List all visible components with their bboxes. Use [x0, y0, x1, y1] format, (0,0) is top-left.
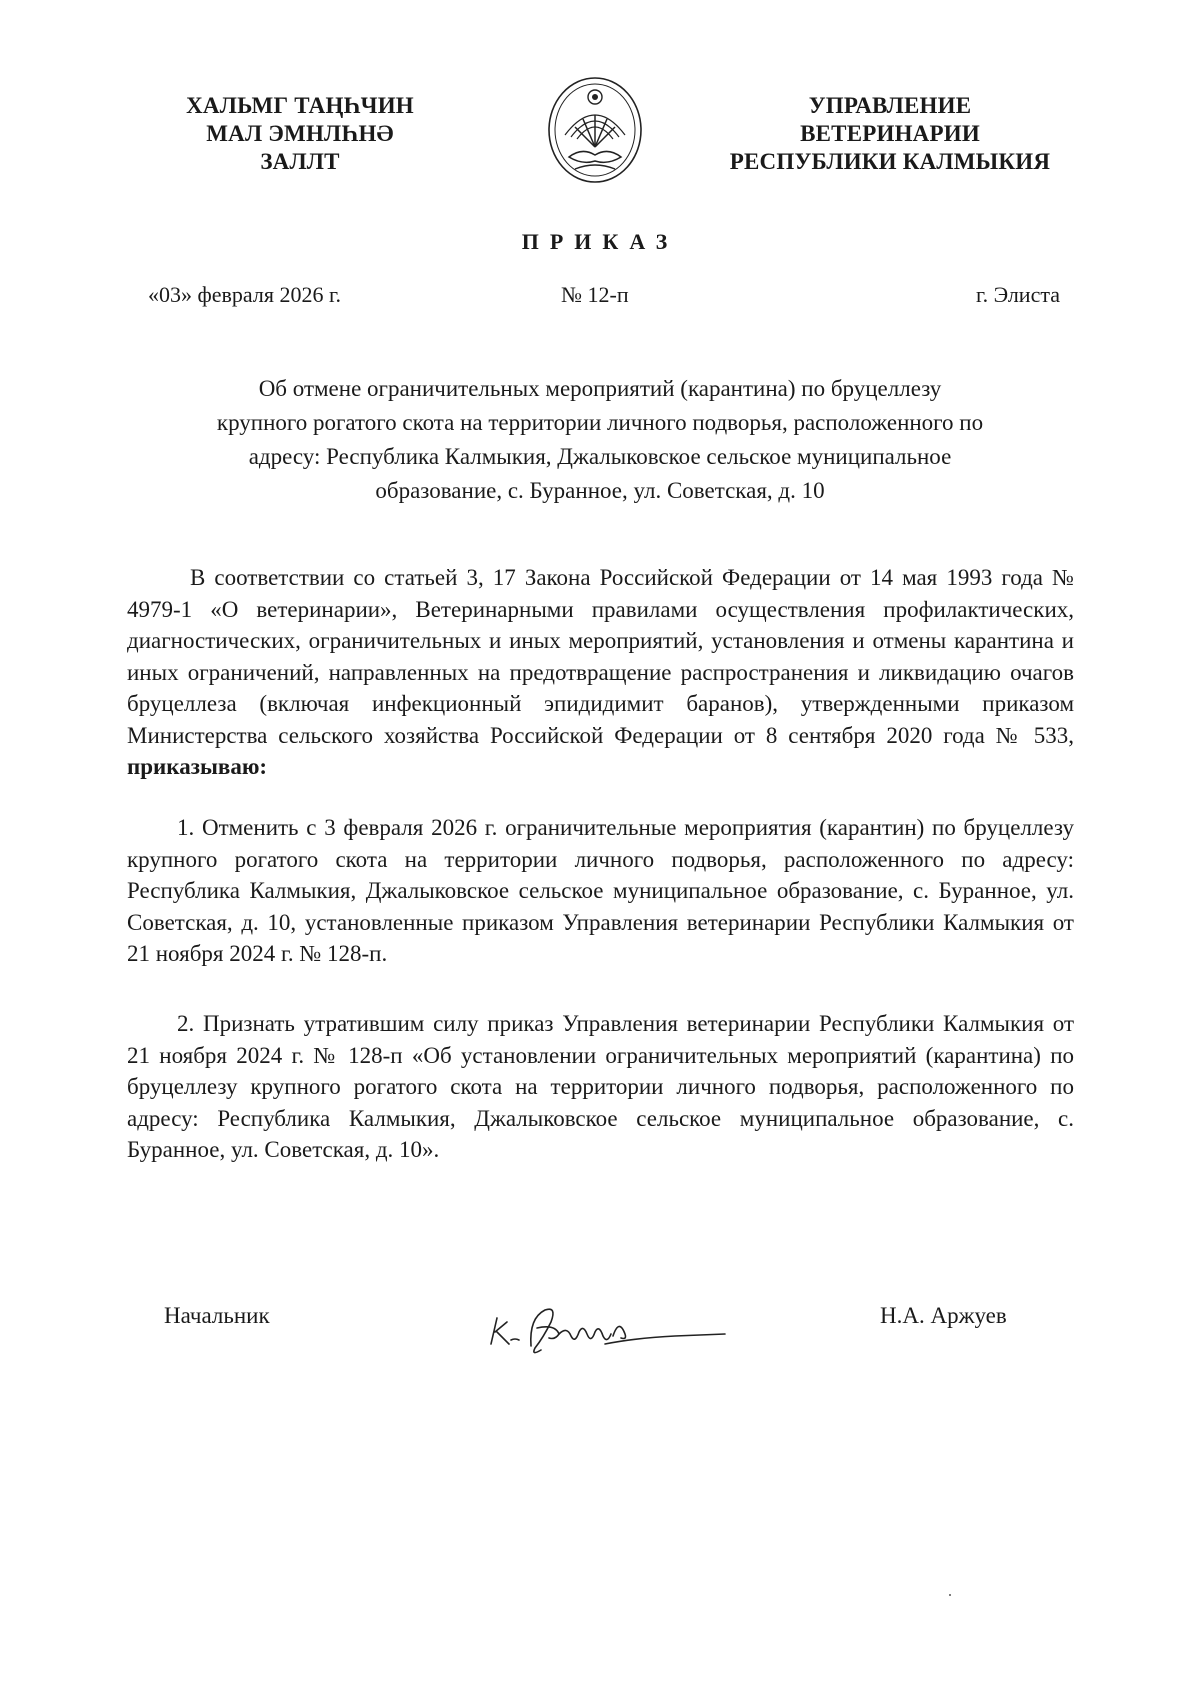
coat-of-arms-icon [545, 75, 645, 185]
subject-line: крупного рогатого скота на территории личного подворья, расположенного по [216, 410, 984, 435]
subject-line: образование, с. Буранное, ул. Советская, д. 10 [375, 478, 825, 503]
order-date: «03» февраля 2026 г. [148, 282, 342, 307]
header-left-org [160, 92, 440, 176]
directive-word: приказываю: [127, 754, 268, 779]
basis-paragraph [127, 562, 1074, 783]
subject-line: адресу: Республика Калмыкия, Джалыковское сельское муниципальное [248, 444, 952, 469]
order-item-1: 1. Отменить с 3 февраля 2026 г. ограничительные мероприятия (карантин) по бруцеллезу крупного рогатого скота на территории личного подворья, расположенного по адресу: Республика Калмыкия, Джалыковское сельское муниципальное образование, с. Буранное, ул. Советская, д. 10, установленные приказом Управления ветеринарии Республики Калмыкия от 21 ноября 2024 г. № 128-п. [127, 815, 1074, 966]
scan-dot [948, 1584, 952, 1588]
order-subject [130, 372, 1070, 508]
order-item-2: 2. Признать утратившим силу приказ Управления ветеринарии Республики Калмыкия от 21 ноября 2024 г. № 128-п «Об установлении ограничительных мероприятий (карантина) по бруцеллезу крупного рогатого скота на территории личного подворья, расположенного по адресу: Республика Калмыкия, Джалыковское сельское муниципальное образование, с. Буранное, ул. Советская, д. 10». [127, 1011, 1074, 1162]
signer-name: Н.А. Аржуев [880, 1303, 1007, 1328]
header-left-line: ЗАЛЛТ [260, 149, 340, 174]
header-right-line: РЕСПУБЛИКИ КАЛМЫКИЯ [729, 149, 1051, 174]
document-title: ПРИКАЗ [521, 229, 679, 254]
header-left-line: ХАЛЬМГ ТАҢҺЧИН [186, 93, 414, 118]
basis-text: В соответствии со статьей 3, 17 Закона Российской Федерации от 14 мая 1993 года № 4979-1 «О ветеринарии», Ветеринарными правилами осуществления профилактических, диагностических, ограничительных и иных мероприятий, установления и отмены карантина и иных ограничений, направленных на предотвращение распространения и ликвидацию очагов бруцеллеза (включая инфекционный эпидидимит баранов), утвержденными приказом Министерства сельского хозяйства Российской Федерации от 8 сентября 2020 года № 533, [127, 565, 1074, 748]
header-left-line: МАЛ ЭМНЛҺНӘ [206, 121, 394, 146]
handwritten-signature-icon [485, 1288, 735, 1368]
header-right-line: УПРАВЛЕНИЕ [808, 93, 972, 118]
header-right-line: ВЕТЕРИНАРИИ [800, 121, 980, 146]
header-right-org [700, 92, 1080, 176]
order-city: г. Элиста [976, 282, 1060, 307]
order-number: № 12-п [561, 282, 629, 307]
signer-position: Начальник [164, 1303, 270, 1328]
subject-line: Об отмене ограничительных мероприятий (карантина) по бруцеллезу [258, 376, 942, 401]
